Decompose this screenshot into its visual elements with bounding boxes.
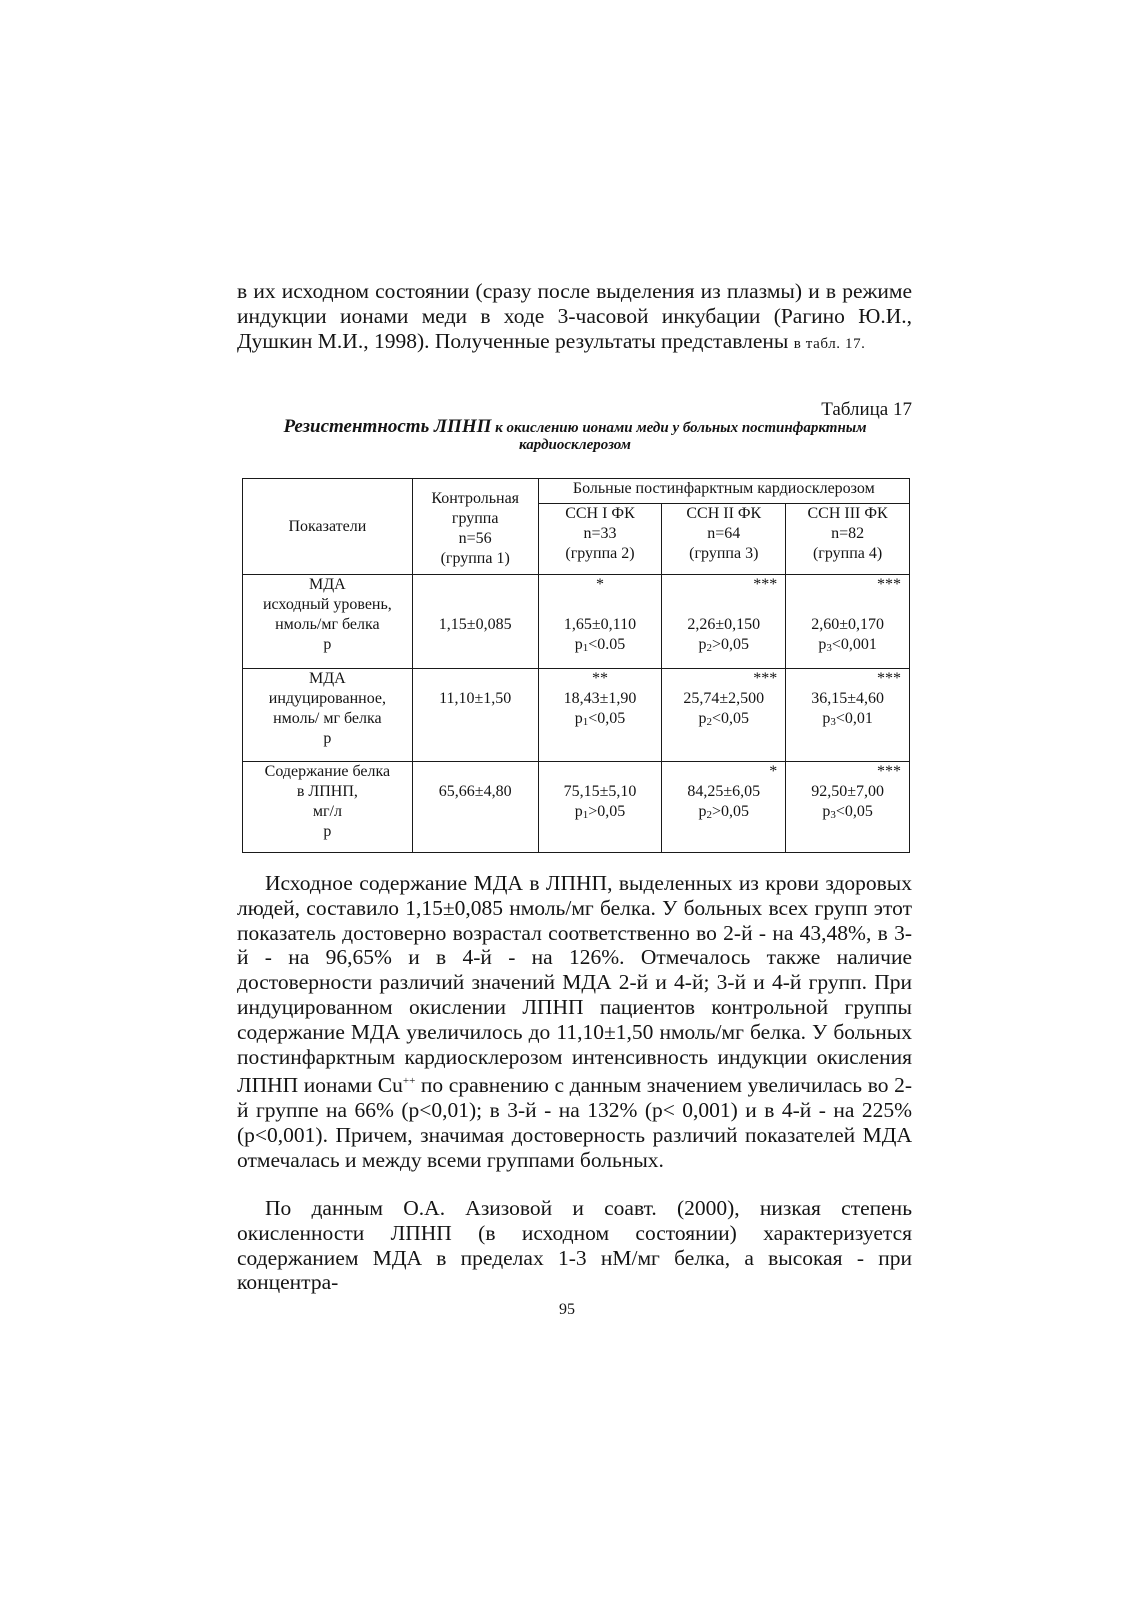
group-value-cell bbox=[786, 575, 910, 669]
group-value: 75,15±5,10 bbox=[563, 783, 637, 800]
row-label-line: р bbox=[323, 636, 332, 653]
row-label-line: мг/л bbox=[312, 803, 342, 820]
group-value: 2,26±0,150 bbox=[687, 616, 761, 633]
control-value: 11,10±1,50 bbox=[439, 690, 512, 707]
charge-superscript: ++ bbox=[402, 1075, 416, 1088]
table-title-lead: Резистентность ЛПНП bbox=[283, 416, 492, 437]
control-value-cell bbox=[412, 575, 538, 669]
header-group-4 bbox=[786, 504, 910, 575]
row-label-line: р bbox=[323, 823, 332, 840]
significance-stars: *** bbox=[753, 576, 778, 593]
header-control-line: группа bbox=[451, 509, 499, 527]
table-title bbox=[260, 418, 890, 454]
results-table bbox=[242, 478, 910, 853]
group-value-cell bbox=[538, 762, 662, 853]
intro-paragraph bbox=[237, 279, 912, 356]
header-group-line: (группа 3) bbox=[689, 545, 759, 562]
control-value: 65,66±4,80 bbox=[438, 783, 512, 800]
row-label-line: МДА bbox=[309, 576, 346, 593]
group-value: 92,50±7,00 bbox=[811, 783, 884, 800]
group-value-cell bbox=[538, 575, 662, 669]
significance-stars: *** bbox=[877, 576, 901, 593]
intro-paragraph-tail: в табл. 17. bbox=[793, 335, 866, 352]
header-group-line: (группа 4) bbox=[812, 545, 883, 562]
control-value: 1,15±0,085 bbox=[438, 616, 512, 633]
group-value-cell bbox=[786, 669, 910, 762]
table-caption: Таблица 17 bbox=[821, 399, 912, 420]
header-control-line: n=56 bbox=[458, 529, 492, 547]
p-value: р1<0.05 bbox=[574, 636, 626, 654]
intro-paragraph-main: в их исходном состоянии (сразу после выделения из плазмы) и в режиме индукции ионами меди в ходе 3-часовой инкубации (Рагино Ю.И., Душкин М.И., 1998). Полученные результаты представлены bbox=[237, 279, 912, 353]
p-value: р1>0,05 bbox=[574, 803, 626, 821]
significance-stars: ** bbox=[591, 670, 608, 687]
header-group-line: ССН II ФК bbox=[686, 505, 762, 522]
row-label-line: нмоль/ мг белка bbox=[273, 710, 382, 727]
body-paragraph-text: Исходное содержание МДА в ЛПНП, выделенных из крови здоровых людей, составило 1,15±0,085 нмоль/мг белка. У больных всех групп этот показатель достоверно возрастал соответственно во 2-й - на 43,48%, в 3-й - на 96,65% и в 4-й - на 126%. Отмечалось также наличие достоверности различий значений МДА 2-й и 4-й; 3-й и 4-й групп. При индуцированном окислении ЛПНП пациентов контрольной группы содержание МДА увеличилось до 11,10±1,50 нмоль/мг белка. У больных постинфарктным кардиосклерозом интенсивность индукции окисления ЛПНП ионами Cu bbox=[237, 871, 912, 1098]
header-group-line: ССН I ФК bbox=[565, 505, 635, 522]
row-label-line: в ЛПНП, bbox=[296, 783, 358, 800]
p-value: р2>0,05 bbox=[698, 803, 750, 821]
group-value: 25,74±2,500 bbox=[683, 690, 765, 707]
header-control-line: (группа 1) bbox=[440, 549, 510, 567]
page-number: 95 bbox=[559, 1301, 575, 1318]
significance-stars: *** bbox=[877, 670, 901, 687]
header-patients-group: Больные постинфарктным кардиосклерозом bbox=[538, 479, 909, 504]
group-value: 84,25±6,05 bbox=[687, 783, 761, 800]
body-paragraph: По данным О.А. Азизовой и соавт. (2000), низкая степень окисленности ЛПНП (в исходном состоянии) характеризуется содержанием МДА в пределах 1-3 нМ/мг белка, а высокая - при концентра- bbox=[237, 1196, 912, 1295]
group-value: 2,60±0,170 bbox=[811, 616, 884, 633]
row-label-line: р bbox=[323, 730, 332, 747]
header-control-group bbox=[412, 479, 538, 575]
header-indicator: Показатели bbox=[243, 479, 413, 575]
header-group-line: ССН III ФК bbox=[807, 505, 888, 522]
group-value-cell bbox=[538, 669, 662, 762]
header-control-line: Контрольная bbox=[431, 489, 520, 507]
header-group-2 bbox=[538, 504, 662, 575]
body-paragraph bbox=[237, 871, 912, 1173]
header-group-line: n=33 bbox=[583, 525, 617, 542]
row-label-line: исходный уровень, bbox=[262, 596, 392, 613]
row-label-line: Содержание белка bbox=[264, 763, 391, 780]
p-value: р3<0,05 bbox=[822, 803, 873, 821]
table-title-rest: к окислению ионами меди у больных постинфарктным кардиосклерозом bbox=[491, 420, 867, 453]
row-label-line: нмоль/мг белка bbox=[275, 616, 380, 633]
table-row bbox=[243, 669, 910, 762]
p-value: р3<0,001 bbox=[818, 636, 877, 654]
header-group-line: n=82 bbox=[831, 525, 865, 542]
p-value: р2<0,05 bbox=[698, 710, 750, 728]
table-header-row bbox=[243, 479, 910, 504]
control-value-cell bbox=[412, 669, 538, 762]
significance-stars: * bbox=[769, 763, 778, 780]
header-group-3 bbox=[662, 504, 786, 575]
row-label bbox=[243, 669, 413, 762]
header-group-line: n=64 bbox=[707, 525, 741, 542]
p-value: р3<0,01 bbox=[822, 710, 873, 728]
significance-stars: *** bbox=[877, 763, 901, 780]
header-group-line: (группа 2) bbox=[565, 545, 635, 562]
significance-stars: * bbox=[595, 576, 604, 593]
row-label bbox=[243, 575, 413, 669]
row-label bbox=[243, 762, 413, 853]
p-value: р2>0,05 bbox=[698, 636, 750, 654]
group-value: 18,43±1,90 bbox=[563, 690, 637, 707]
group-value-cell bbox=[662, 575, 786, 669]
group-value-cell bbox=[786, 762, 910, 853]
table-row bbox=[243, 762, 910, 853]
group-value: 1,65±0,110 bbox=[563, 616, 637, 633]
significance-stars bbox=[541, 762, 660, 782]
row-label-line: индуцированное, bbox=[268, 690, 387, 707]
group-value-cell bbox=[662, 762, 786, 853]
row-label-line: МДА bbox=[309, 670, 346, 687]
p-value: р1<0,05 bbox=[574, 710, 626, 728]
body-paragraph-text: по сравнению с данным значением увеличилась во 2-й группе на 66% (р<0,01); в 3-й - на 132% (р< 0,001) и в 4-й - на 225% (р<0,001). Причем, значимая достоверность различий показателей МДА отмечалась и между всеми группами больных. bbox=[237, 1073, 912, 1172]
group-value-cell bbox=[662, 669, 786, 762]
control-value-cell bbox=[412, 762, 538, 853]
table-row bbox=[243, 575, 910, 669]
group-value: 36,15±4,60 bbox=[811, 690, 884, 707]
significance-stars: *** bbox=[753, 670, 778, 687]
